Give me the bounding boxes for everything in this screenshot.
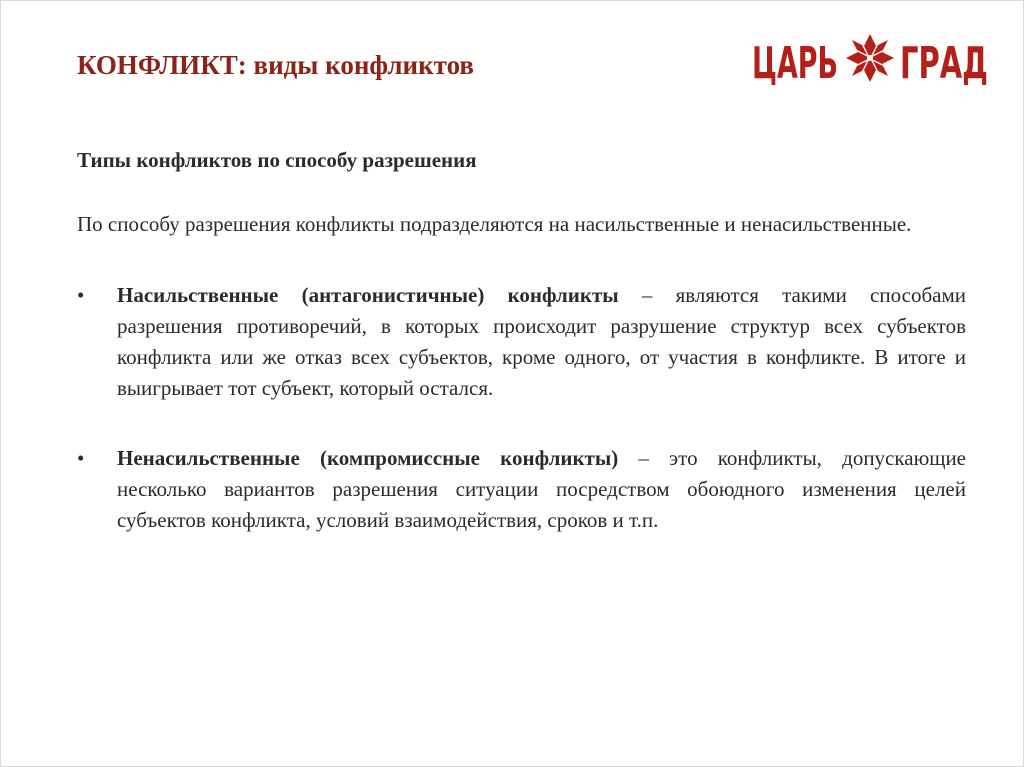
intro-paragraph: По способу разрешения конфликты подразделяются на насильственные и ненасильственные.: [77, 212, 912, 236]
subtitle: Типы конфликтов по способу разрешения: [77, 148, 477, 172]
ornament-icon: [846, 34, 894, 82]
bullet-term: Насильственные (антагонистичные) конфликты: [117, 283, 619, 307]
logo-text-right: ГРАД: [900, 38, 988, 89]
bullet-term: Ненасильственные (компромиссные конфликты): [117, 446, 619, 470]
bullet-text: – это конфликты, допускающие несколько вариантов разрешения ситуации посредством обоюдного изменения целей субъектов конфликта, условий взаимодействия, сроков и т.п.: [117, 446, 966, 532]
logo-text-left: ЦАРЬ: [752, 38, 838, 89]
bullet-marker: •: [77, 446, 85, 470]
bullet-list: [77, 280, 966, 536]
logo: [750, 22, 990, 90]
bullet-item-violent: [77, 280, 966, 404]
bullet-text: – являются такими способами разрешения противоречий, в которых происходит разрушение структур всех субъектов конфликта или же отказ всех субъектов, кроме одного, от участия в конфликте. В итоге и выигрывает тот субъект, который остался.: [117, 283, 966, 400]
bullet-item-nonviolent: [77, 443, 966, 536]
slide-title: КОНФЛИКТ: виды конфликтов: [77, 50, 474, 80]
bullet-marker: •: [77, 283, 85, 307]
slide-content: [77, 145, 966, 575]
